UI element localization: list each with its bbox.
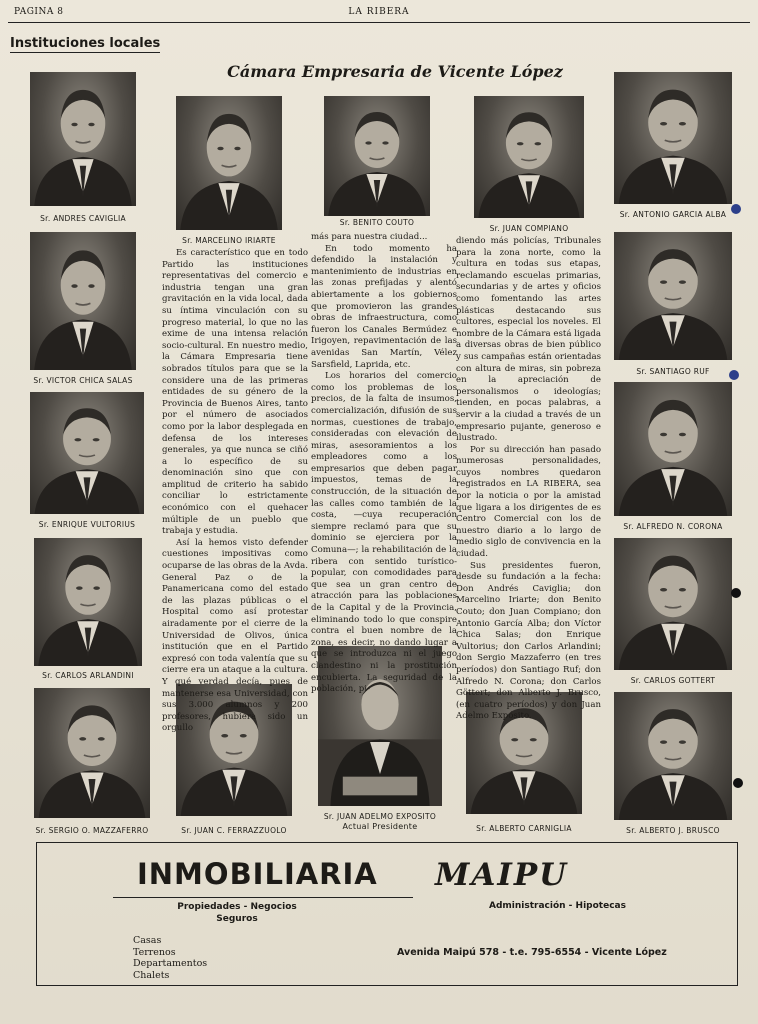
portrait-photo [614,232,732,360]
portrait-caption: Sr. SANTIAGO RUF [636,367,710,376]
page-number: PAGINA 8 [14,7,64,17]
list-item: Casas [133,935,162,946]
ad-divider [113,897,413,898]
list-item: Departamentos [133,958,208,969]
article-column-1 [162,248,308,735]
list-item: Terrenos [133,946,176,958]
binder-hole [733,778,743,788]
binder-hole [731,588,741,598]
paragraph: Así la hemos visto defender cuestiones impositivas como ocuparse de las obras de la Avda. General Paz o de la Panamericana como del estado de las plazas públicas o el Hospital como así protestar airadamente por el cierre de la Universidad de Olivos, única institución que en el Partido expresó con toda valentía que su cierre era un ataque a la cultura. Y qué verdad decía, pues de mantenerse esa Universidad, con sus 3.000 alumnos y 200 profesores, hubiera sido un orgullo [162,537,308,734]
portrait-caption: Sr. ANTONIO GARCIA ALBA [619,210,727,219]
portrait-caption: Sr. JUAN COMPIANO [489,224,569,233]
portrait-caption: Sr. MARCELINO IRIARTE [182,236,276,245]
portrait-caption: Sr. SERGIO O. MAZZAFERRO [35,826,149,835]
portrait-caption: Sr. JUAN C. FERRAZZUOLO [181,826,287,835]
paragraph: Es característico que en todo Partido las instituciones representativas del comercio e industria tengan una gran gravitación en la vida local, dada su íntima vinculación con su progreso material, lo que no las exime de una intensa relación socio-cultural. En nuestro medio, la Cámara Empresaria tiene sobrados títulos para que se la considere una de las primeras entidades de su género de la Provincia de Buenos Aires, tanto por el número de asociados como por la labor desplegada en defensa de los intereses generales, ya que nunca se ciñó a lo específico de su denominación sino que con amplitud de criterio ha sabido conciliar lo estrictamente económico con el quehacer múltiple de un pueblo que trabaja y estudia. [162,248,308,537]
portrait-photo [30,232,136,370]
portrait-photo [614,382,732,516]
paragraph: Sus presidentes fueron, desde su fundación a la fecha: Don Andrés Caviglia; don Marcelino Iriarte; don Benito Couto; don Juan Compiano; don Antonio García Alba; don Víctor Chica Salas; don Enrique Vultorius; don Carlos Arlandini; don Sergio Mazzaferro (en tres períodos) don Santiago Ruf; don Alfredo N. Corona; don Carlos Göttert; don Alberto J. Brusco, (en cuatro períodos) y don Juan Adelmo Expósito. [456,560,601,722]
paragraph: Los horarios del comercio como los problemas de los precios, de la falta de insumos, comercialización, difusión de sus normas, cuestiones de trabajo, consideradas con elevación de miras, asesoramientos a los empleadores como a los empresarios que deben pagar impuestos, temas de la construcción, de la situación de las calles como también de la costa, —cuya recuperación siempre reclamó para que su dominio se ejerciera por la Comuna—; la rehabilitación de la ribera con sentido turístico-popular, con comodidades para que sea un gran centro de atracción para las poblaciones de la Capital y de la Provincia, eliminando todo lo que conspire contra el buen nombre de la zona, es decir, no dando lugar a que se introduzca ni el juego clandestino ni la prostitución encubierta. La seguridad de la población, pi- [311,371,457,695]
ad-address: Avenida Maipú 578 - t.e. 795-6554 - Vicente López [397,947,667,958]
paragraph: Por su dirección han pasado numerosas personalidades, cuyos nombres quedaron registrados en LA RIBERA, sea por la noticia o por la amistad que ligara a los dirigentes de es Centro Comercial con los de nuestro diario a lo largo de medio siglo de convivencia en la ciudad. [456,444,601,560]
portrait-caption: Sr. ALFREDO N. CORONA [623,522,723,531]
portrait-photo [30,72,136,206]
portrait-caption: Sr. ALBERTO CARNIGLIA [476,824,572,833]
page-header [8,4,750,23]
ad-brand-maipu: MAIPU [435,857,569,893]
portrait-photo [324,96,430,216]
portrait-photo [30,392,144,514]
binder-hole [731,204,741,214]
president-subtitle: Actual Presidente [342,822,418,831]
advertisement-box [36,842,738,986]
portrait-photo [614,692,732,820]
portrait-caption: Sr. CARLOS GOTTERT [630,676,716,685]
portrait-photo [614,538,732,670]
portrait-photo [34,688,150,818]
portrait-caption: Sr. ENRIQUE VULTORIUS [38,520,136,529]
binder-hole [729,370,739,380]
portrait-caption: Sr. JUAN ADELMO EXPOSITO [323,812,437,821]
portrait-caption: Sr. ANDRES CAVIGLIA [40,214,126,223]
article-column-2 [311,232,457,696]
portrait-caption: Sr. VICTOR CHICA SALAS [33,376,133,385]
portrait-photo [176,96,282,230]
article-column-3 [456,236,601,723]
paragraph: diendo más policías, Tribunales para la zona norte, como la cultura en todas sus etapas, reclamando escuelas primarias, secundarias y de artes y oficios como fomentando las artes plásticas destacando sus cultores, especial los noveles. El nombre de la Cámara está ligada a diversas obras de bien público y sus campañas están orientadas con altura de miras, sin pobreza en la apreciación de personalismos o ideologías; tienden, en pocas palabras, a servir a la ciudad a través de un empresario pujante, generoso e ilustrado. [456,236,601,444]
paragraph: más para nuestra ciudad... [311,232,428,242]
portrait-caption: Sr. BENITO COUTO [339,218,415,227]
publication-name: LA RIBERA [348,7,410,17]
portrait-photo [34,538,142,666]
section-heading: Instituciones locales [10,36,161,51]
article-title: Cámara Empresaria de Vicente López [227,62,563,81]
portrait-photo [614,72,732,204]
paragraph: En todo momento ha defendido la instalación y mantenimiento de industrias en las zonas prefijadas y alentó abiertamente a los gobiernos que promovieron las grandes obras de infraestructura, como fueron los Canales Bermúdez e Irigoyen, repavimentación de las avenidas San Martín, Vélez Sarsfield, Laprida, etc. [311,243,457,370]
portrait-photo [474,96,584,218]
ad-tagline-services: Propiedades - Negocios Seguros [177,902,297,924]
ad-property-list [133,935,207,981]
portrait-caption: Sr. CARLOS ARLANDINI [42,671,134,680]
ad-tagline-admin: Administración - Hipotecas [489,901,626,911]
portrait-caption: Sr. ALBERTO J. BRUSCO [626,826,720,835]
ad-brand-inmobiliaria: INMOBILIARIA [137,857,378,891]
list-item: Chalets [133,969,170,981]
